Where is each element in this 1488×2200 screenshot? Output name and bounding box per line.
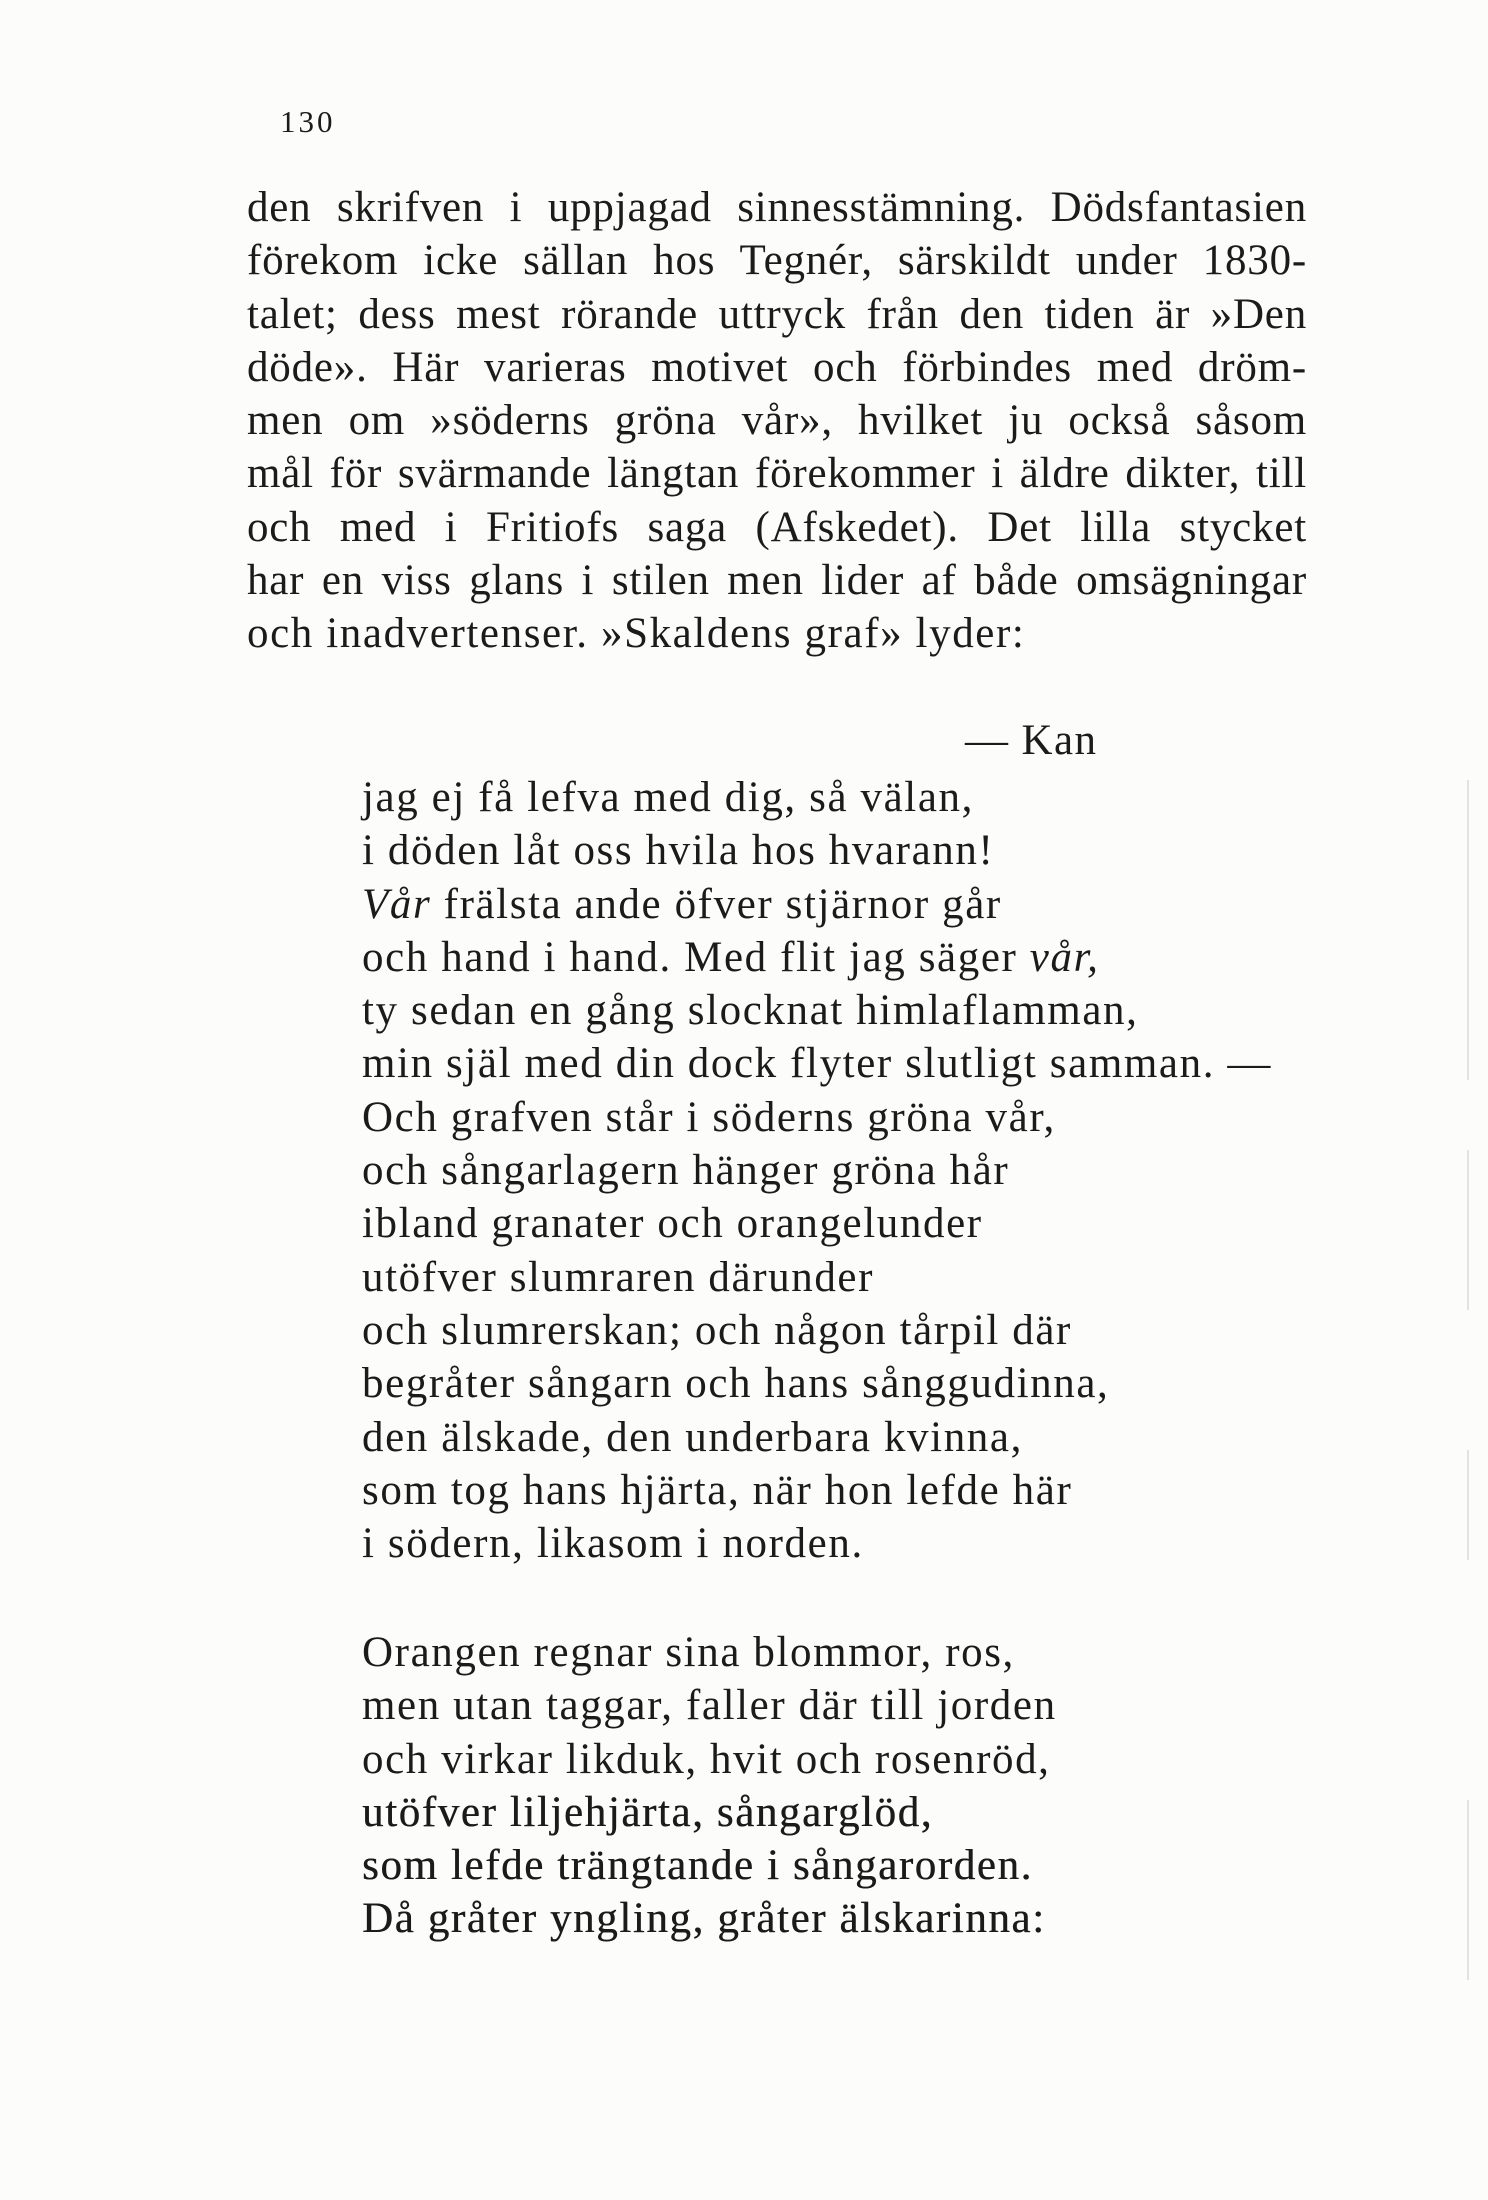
poem-line: Då gråter yngling, gråter älskarinna: bbox=[362, 1895, 1046, 1943]
poem-line: Och grafven står i söderns gröna vår, bbox=[362, 1093, 1056, 1141]
prose-line: och med i Fritiofs saga (Afskedet). Det lilla stycket bbox=[247, 503, 1307, 551]
italic-word: Vår bbox=[362, 880, 432, 928]
scan-edge-shadow bbox=[1467, 1800, 1469, 1980]
prose-line: och inadvertenser. »Skaldens graf» lyder: bbox=[247, 610, 1026, 658]
prose-line: den skrifven i uppjagad sinnesstämning. Dödsfantasien bbox=[247, 184, 1307, 231]
poem-line bbox=[362, 878, 1362, 931]
prose-line: har en viss glans i stilen men lider af både omsägningar bbox=[247, 557, 1307, 605]
poem-line: ibland granater och orangelunder bbox=[362, 1200, 983, 1248]
poem-line: utöfver slumraren därunder bbox=[362, 1253, 875, 1301]
scan-edge-shadow bbox=[1467, 1150, 1469, 1310]
scan-edge-shadow bbox=[1467, 1450, 1469, 1560]
prose-line: men om »söderns gröna vår», hvilket ju också såsom bbox=[247, 397, 1307, 445]
prose-paragraph bbox=[247, 181, 1307, 661]
poem-intro-line: — Kan bbox=[965, 717, 1098, 764]
italic-word: vår, bbox=[1029, 933, 1100, 981]
poem-line: Orangen regnar sina blommor, ros, bbox=[362, 1629, 1015, 1676]
poem-line bbox=[362, 931, 1362, 984]
poem-line: min själ med din dock flyter slutligt samman. — bbox=[362, 1040, 1273, 1088]
poem-line: och slumrerskan; och någon tårpil där bbox=[362, 1306, 1072, 1354]
poem-line: i södern, likasom i norden. bbox=[362, 1520, 864, 1568]
poem-line: utöfver liljehjärta, sångarglöd, bbox=[362, 1788, 934, 1836]
poem-line: den älskade, den underbara kvinna, bbox=[362, 1413, 1023, 1461]
poem-line-text: frälsta ande öfver stjärnor går bbox=[431, 880, 1002, 928]
poem-line: jag ej få lefva med dig, så välan, bbox=[362, 774, 974, 821]
poem-line: men utan taggar, faller där till jorden bbox=[362, 1682, 1057, 1730]
poem-line-text: och hand i hand. Med flit jag säger bbox=[362, 933, 1030, 981]
poem-stanza bbox=[362, 1626, 1362, 1946]
poem-line: begråter sångarn och hans sånggudinna, bbox=[362, 1360, 1110, 1408]
prose-line: förekom icke sällan hos Tegnér, särskildt under 1830- bbox=[247, 237, 1307, 285]
prose-line: talet; dess mest rörande uttryck från den tiden är »Den bbox=[247, 290, 1307, 338]
poem-stanza bbox=[362, 771, 1362, 1570]
page-number: 130 bbox=[280, 104, 336, 139]
poem-line: som lefde trängtande i sångarorden. bbox=[362, 1842, 1033, 1890]
prose-line: mål för svärmande längtan förekommer i äldre dikter, till bbox=[247, 450, 1307, 498]
poem-line: och sångarlagern hänger gröna hår bbox=[362, 1147, 1010, 1195]
poem-line: ty sedan en gång slocknat himlaflamman, bbox=[362, 987, 1139, 1035]
poem-line: i döden låt oss hvila hos hvarann! bbox=[362, 827, 995, 875]
poem-line: och virkar likduk, hvit och rosenröd, bbox=[362, 1735, 1051, 1783]
poem-line: som tog hans hjärta, när hon lefde här bbox=[362, 1466, 1073, 1514]
prose-line: döde». Här varieras motivet och förbindes med dröm- bbox=[247, 343, 1307, 391]
scan-edge-shadow bbox=[1467, 780, 1469, 1080]
